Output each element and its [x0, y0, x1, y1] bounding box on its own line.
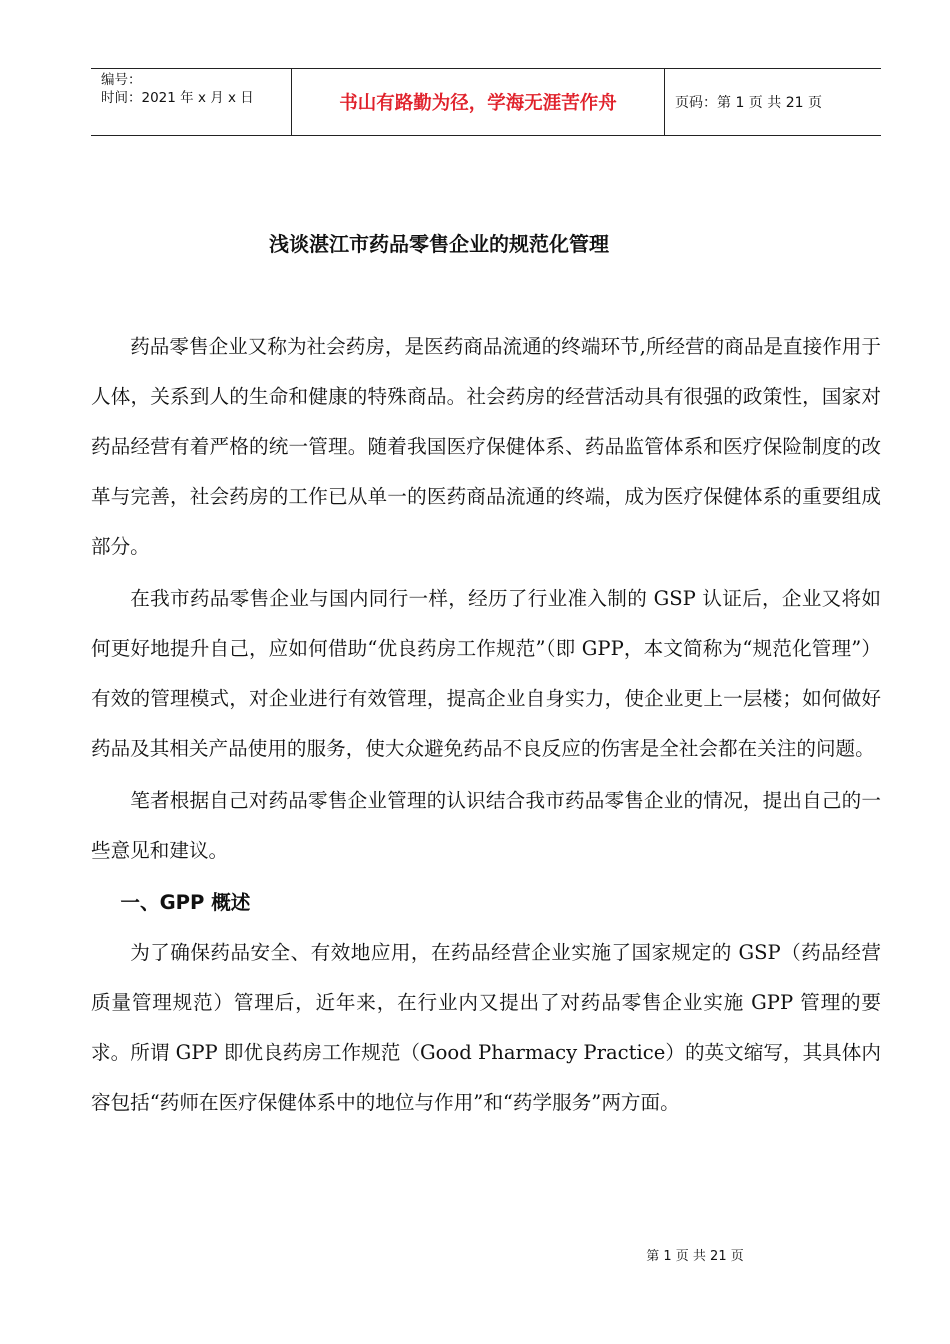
document-title: 浅谈湛江市药品零售企业的规范化管理 — [269, 232, 609, 256]
section-heading: 一、GPP 概述 — [120, 891, 251, 914]
paragraph-1: 药品零售企业又称为社会药房，是医药商品流通的终端环节,所经营的商品是直接作用于人体，关系到人的生命和健康的特殊商品。社会药房的经营活动具有很强的政策性，国家对药品经营有着严格的统一管理。随着我国医疗保健体系、药品监管体系和医疗保险制度的改革与完善，社会药房的工作已从单一的医药商品流通的终端，成为医疗保健体系的重要组成部分。 — [91, 335, 881, 558]
document-body — [91, 322, 881, 1130]
paragraph-3: 笔者根据自己对药品零售企业管理的认识结合我市药品零售企业的情况，提出自己的一些意见和建议。 — [91, 789, 881, 862]
section-paragraph: 为了确保药品安全、有效地应用，在药品经营企业实施了国家规定的 GSP（药品经营质量管理规范）管理后，近年来，在行业内又提出了对药品零售企业实施 GPP 管理的要求。所谓 GPP 即优良药房工作规范（Good Pharmacy Practice）的英文缩写，其具体内容包括“药师在医疗保健体系中的地位与作用”和“药学服务”两方面。 — [91, 941, 881, 1114]
header-motto: 书山有路勤为径，学海无涯苦作舟 — [292, 69, 665, 135]
header-meta-cell — [91, 69, 292, 135]
date-label: 时间：2021 年 x 月 x 日 — [101, 90, 254, 106]
header-page-info: 页码：第 1 页 共 21 页 — [675, 95, 822, 111]
page-footer: 第 1 页 共 21 页 — [646, 1249, 744, 1264]
header-table — [91, 68, 881, 136]
paragraph-2: 在我市药品零售企业与国内同行一样，经历了行业准入制的 GSP 认证后，企业又将如何更好地提升自己，应如何借助“优良药房工作规范”（即 GPP，本文简称为“规范化管理”）有效的管理模式，对企业进行有效管理，提高企业自身实力，使企业更上一层楼；如何做好药品及其相关产品使用的服务，使大众避免药品不良反应的伤害是全社会都在关注的问题。 — [91, 587, 881, 760]
code-label: 编号： — [101, 72, 142, 88]
